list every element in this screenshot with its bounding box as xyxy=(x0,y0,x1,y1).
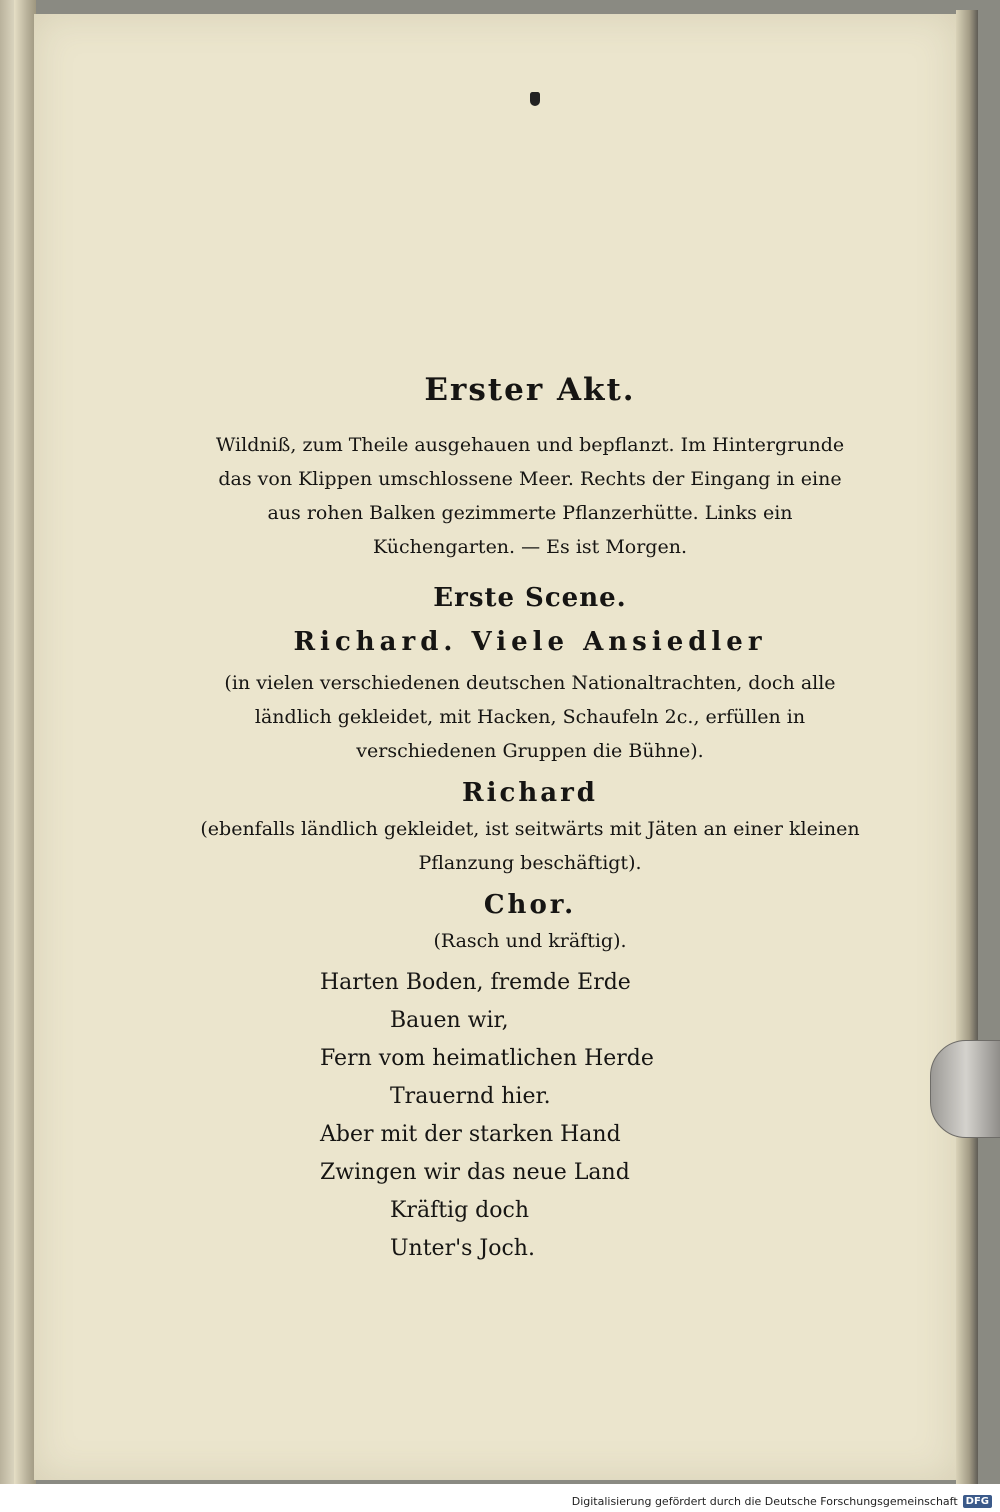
characters-direction: (in vielen verschiedenen deutschen Nationaltrachten, doch alle ländlich gekleidet, mit Hacken, Schaufeln 2c., erfüllen in verschiedenen Gruppen die Bühne). xyxy=(224,672,836,762)
verse-line: Bauen wir, xyxy=(390,1008,509,1033)
digitization-footer xyxy=(572,1492,992,1510)
verse-line: Zwingen wir das neue Land xyxy=(320,1160,630,1185)
page-ink-mark xyxy=(530,92,540,106)
verse-line: Kräftig doch xyxy=(390,1198,529,1223)
book-clamp-tab xyxy=(930,1040,1000,1138)
verse-line: Harten Boden, fremde Erde xyxy=(320,970,631,995)
act-title: Erster Akt. xyxy=(424,372,636,408)
verse-line: Trauernd hier. xyxy=(390,1084,551,1109)
page-text xyxy=(200,370,860,1268)
scene-title: Erste Scene. xyxy=(433,583,627,613)
verse-line: Fern vom heimatlichen Herde xyxy=(320,1046,654,1071)
verse-line: Aber mit der starken Hand xyxy=(320,1122,621,1147)
right-page-edge xyxy=(956,10,978,1484)
footer-credit: Digitalisierung gefördert durch die Deutsche Forschungsgemeinschaft xyxy=(571,1494,958,1508)
book-gutter xyxy=(14,0,36,1484)
speaker-richard: Richard xyxy=(462,778,598,808)
richard-direction: (ebenfalls ländlich gekleidet, ist seitwärts mit Jäten an einer kleinen Pflanzung beschäftigt). xyxy=(200,818,860,874)
speaker-chor: Chor. xyxy=(483,890,577,920)
character-list: Richard. Viele Ansiedler xyxy=(293,627,767,657)
verse-line: Unter's Joch. xyxy=(390,1236,535,1261)
chor-direction: (Rasch und kräftig). xyxy=(433,930,627,952)
dfg-logo: DFG xyxy=(963,1495,992,1508)
stage-direction: Wildniß, zum Theile ausgehauen und bepflanzt. Im Hintergrunde das von Klippen umschlossene Meer. Rechts der Eingang in eine aus rohen Balken gezimmerte Pflanzerhütte. Links ein Küchengarten. — Es ist Morgen. xyxy=(215,434,845,558)
